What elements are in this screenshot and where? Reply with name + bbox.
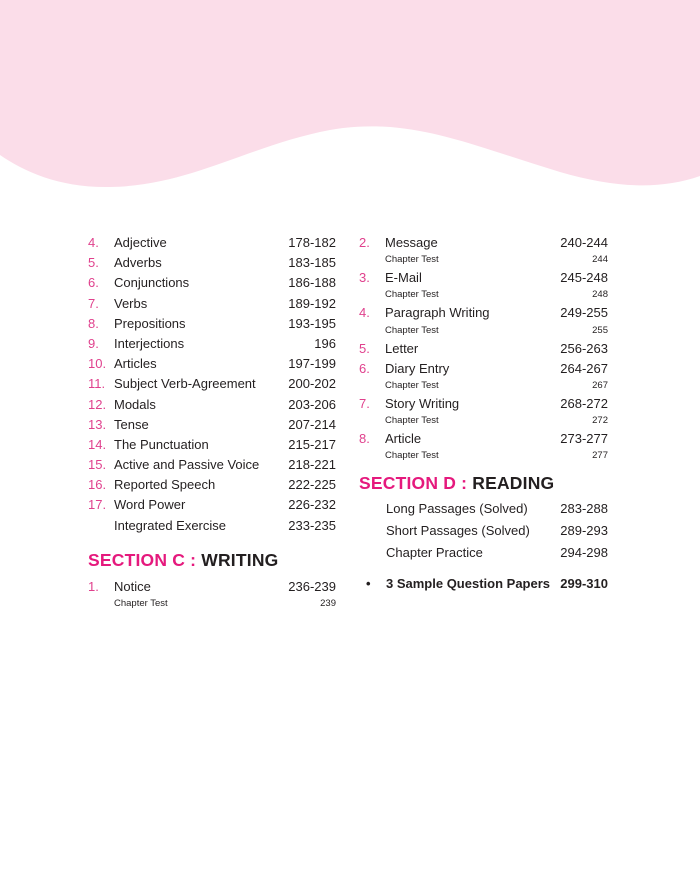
chapter-test-entry bbox=[114, 596, 336, 611]
chapter-number: 4. bbox=[88, 235, 99, 250]
toc-entry bbox=[88, 415, 336, 435]
section-c-heading bbox=[88, 550, 336, 571]
chapter-number: 5. bbox=[88, 255, 99, 271]
page-range: 207-214 bbox=[288, 416, 336, 432]
section-d-heading bbox=[359, 473, 608, 494]
section-c-prefix: SECTION C : bbox=[88, 549, 197, 570]
toc-entry bbox=[359, 339, 608, 359]
chapter-number: 3. bbox=[359, 270, 370, 286]
toc-column-left bbox=[88, 233, 336, 612]
toc-entry bbox=[88, 334, 336, 354]
toc-entry bbox=[88, 294, 336, 314]
toc-entry bbox=[359, 268, 608, 288]
chapter-title: Notice bbox=[114, 578, 151, 594]
section-d-list bbox=[359, 498, 608, 564]
chapter-title: Prepositions bbox=[114, 315, 186, 331]
chapter-test-page: 277 bbox=[592, 450, 608, 462]
chapter-test-label: Chapter Test bbox=[385, 324, 439, 336]
chapter-title: Paragraph Writing bbox=[385, 305, 490, 321]
chapter-test-page: 255 bbox=[592, 324, 608, 336]
chapter-title: Conjunctions bbox=[114, 275, 190, 291]
toc-entry bbox=[88, 495, 336, 515]
chapter-number: 2. bbox=[359, 235, 370, 250]
chapter-test-entry bbox=[385, 287, 608, 302]
left-chapter-list bbox=[88, 233, 336, 536]
page-range: 283-288 bbox=[560, 501, 608, 517]
page-range: 186-188 bbox=[288, 275, 336, 291]
page-range: 226-232 bbox=[288, 497, 336, 513]
header-wave bbox=[0, 0, 700, 200]
chapter-title: Articles bbox=[114, 356, 157, 372]
page-range: 233-235 bbox=[288, 517, 336, 533]
page-range: 268-272 bbox=[560, 395, 608, 411]
chapter-test-page: 248 bbox=[592, 289, 608, 301]
chapter-test-label: Chapter Test bbox=[385, 289, 439, 301]
chapter-number: 6. bbox=[359, 360, 370, 376]
chapter-number: 5. bbox=[359, 340, 370, 356]
page-range: 196 bbox=[314, 335, 336, 351]
wave-shape bbox=[0, 0, 700, 187]
chapter-test-entry bbox=[385, 252, 608, 267]
right-chapter-list bbox=[359, 233, 608, 463]
page-range: 249-255 bbox=[560, 305, 608, 321]
section-c-name: WRITING bbox=[201, 549, 279, 570]
chapter-title: Interjections bbox=[114, 335, 185, 351]
sample-papers-row bbox=[359, 576, 608, 591]
toc-entry bbox=[88, 354, 336, 374]
page-range: 264-267 bbox=[560, 360, 608, 376]
reading-entry bbox=[386, 520, 608, 542]
page-range: 289-293 bbox=[560, 523, 608, 539]
toc-entry bbox=[88, 273, 336, 293]
toc-entry bbox=[88, 516, 336, 536]
page-range: 240-244 bbox=[560, 235, 608, 250]
toc-entry bbox=[88, 577, 336, 597]
sample-papers-label: 3 Sample Question Papers bbox=[386, 576, 551, 592]
page-range: 256-263 bbox=[560, 340, 608, 356]
toc-entry bbox=[359, 233, 608, 253]
chapter-number: 12. bbox=[88, 396, 107, 412]
chapter-number: 14. bbox=[88, 436, 107, 452]
chapter-number: 1. bbox=[88, 578, 99, 594]
reading-entry bbox=[386, 542, 608, 564]
chapter-number: 9. bbox=[88, 335, 99, 351]
chapter-test-entry bbox=[385, 448, 608, 463]
toc-column-right bbox=[359, 233, 608, 591]
page-range: 222-225 bbox=[288, 477, 336, 493]
page-range: 273-277 bbox=[560, 431, 608, 447]
chapter-number: 13. bbox=[88, 416, 107, 432]
page-range: 203-206 bbox=[288, 396, 336, 412]
chapter-title: Reported Speech bbox=[114, 477, 216, 493]
chapter-number: 17. bbox=[88, 497, 107, 513]
chapter-test-entry bbox=[385, 323, 608, 338]
chapter-number: 15. bbox=[88, 457, 107, 473]
chapter-number: 10. bbox=[88, 356, 107, 372]
toc-entry bbox=[88, 395, 336, 415]
chapter-title: Word Power bbox=[114, 497, 186, 513]
page-range: 236-239 bbox=[288, 578, 336, 594]
toc-entry bbox=[88, 233, 336, 253]
section-d-name: READING bbox=[472, 473, 555, 494]
chapter-title: Story Writing bbox=[385, 395, 460, 411]
chapter-number: 7. bbox=[359, 395, 370, 411]
page-range: 189-192 bbox=[288, 295, 336, 311]
chapter-number: 11. bbox=[88, 376, 106, 392]
chapter-title: Letter bbox=[385, 340, 419, 356]
toc-entry bbox=[88, 374, 336, 394]
chapter-number: 7. bbox=[88, 295, 99, 311]
toc-entry bbox=[88, 455, 336, 475]
toc-entry bbox=[359, 359, 608, 379]
page-range: 215-217 bbox=[288, 436, 336, 452]
page-range: 178-182 bbox=[288, 235, 336, 250]
chapter-test-label: Chapter Test bbox=[385, 379, 439, 391]
chapter-title: Adverbs bbox=[114, 255, 162, 271]
chapter-number: 16. bbox=[88, 477, 107, 493]
chapter-title: E-Mail bbox=[385, 270, 422, 286]
chapter-title: Article bbox=[385, 431, 422, 447]
toc-entry bbox=[359, 303, 608, 323]
chapter-test-page: 244 bbox=[592, 254, 608, 266]
chapter-test-label: Chapter Test bbox=[385, 450, 439, 462]
toc-entry bbox=[88, 435, 336, 455]
chapter-test-label: Chapter Test bbox=[114, 598, 168, 609]
chapter-title: Active and Passive Voice bbox=[114, 457, 260, 473]
toc-entry bbox=[88, 253, 336, 273]
chapter-title: Modals bbox=[114, 396, 156, 412]
chapter-test-entry bbox=[385, 413, 608, 428]
page-range: 218-221 bbox=[288, 457, 336, 473]
page-range: 183-185 bbox=[288, 255, 336, 271]
chapter-number: 8. bbox=[88, 315, 99, 331]
chapter-title: Adjective bbox=[114, 235, 167, 250]
reading-title: Chapter Practice bbox=[386, 545, 483, 561]
chapter-title: Message bbox=[385, 235, 438, 250]
chapter-title: The Punctuation bbox=[114, 436, 209, 452]
sample-papers-pages: 299-310 bbox=[560, 576, 608, 592]
chapter-title: Integrated Exercise bbox=[114, 517, 227, 533]
page-range: 197-199 bbox=[288, 356, 336, 372]
chapter-title: Subject Verb-Agreement bbox=[114, 376, 256, 392]
toc-entry bbox=[88, 475, 336, 495]
chapter-number: 6. bbox=[88, 275, 99, 291]
toc-entry bbox=[359, 429, 608, 449]
chapter-test-page: 239 bbox=[320, 598, 336, 609]
section-d-prefix: SECTION D : bbox=[359, 473, 468, 494]
chapter-number: 8. bbox=[359, 431, 370, 447]
page-range: 200-202 bbox=[288, 376, 336, 392]
section-c-list bbox=[88, 577, 336, 611]
chapter-test-entry bbox=[385, 378, 608, 393]
reading-entry bbox=[386, 498, 608, 520]
toc-entry bbox=[88, 314, 336, 334]
page-range: 245-248 bbox=[560, 270, 608, 286]
reading-title: Short Passages (Solved) bbox=[386, 523, 530, 539]
chapter-title: Diary Entry bbox=[385, 360, 450, 376]
chapter-test-label: Chapter Test bbox=[385, 254, 439, 266]
chapter-title: Tense bbox=[114, 416, 149, 432]
bullet-icon: • bbox=[366, 576, 371, 592]
chapter-test-page: 267 bbox=[592, 379, 608, 391]
page-range: 294-298 bbox=[560, 545, 608, 561]
chapter-title: Verbs bbox=[114, 295, 148, 311]
chapter-test-page: 272 bbox=[592, 415, 608, 427]
reading-title: Long Passages (Solved) bbox=[386, 501, 528, 517]
chapter-test-label: Chapter Test bbox=[385, 415, 439, 427]
page-range: 193-195 bbox=[288, 315, 336, 331]
toc-entry bbox=[359, 394, 608, 414]
chapter-number: 4. bbox=[359, 305, 370, 321]
